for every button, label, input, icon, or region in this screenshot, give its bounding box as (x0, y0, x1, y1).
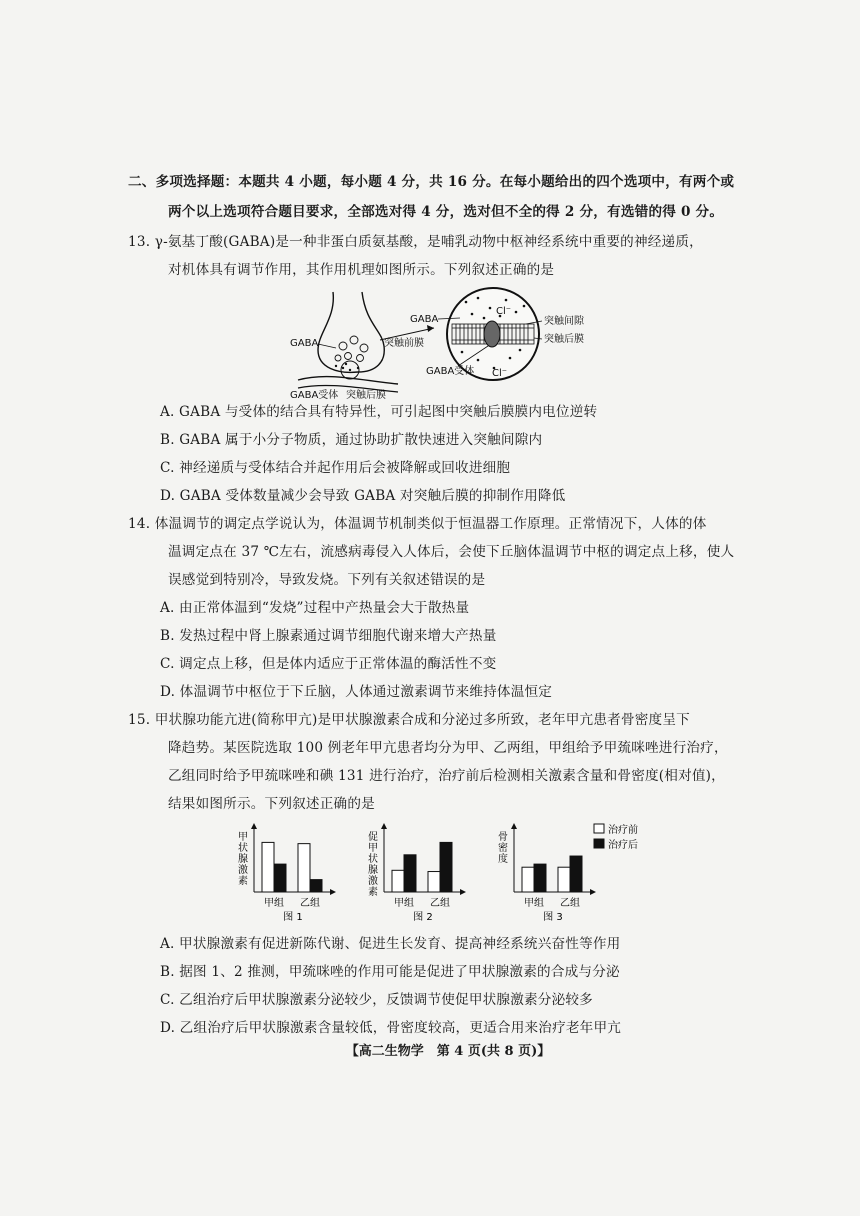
label-receptor-left: GABA受体 (290, 390, 339, 401)
chart1-bar-before-1 (262, 842, 274, 892)
q14-stem-line3: 误感觉到特别冷，导致发烧。下列有关叙述错误的是 (168, 572, 486, 588)
label-postsynaptic-zoom: 突触后膜 (544, 334, 584, 345)
chart1-bar-before-2 (298, 844, 310, 892)
chart3-ylabel-char: 骨 (498, 832, 508, 843)
chart3-bar-after-1 (534, 864, 546, 892)
q13-option-c: C. 神经递质与受体结合并起作用后会被降解或回收进细胞 (160, 460, 511, 476)
label-cl-top: Cl⁻ (496, 306, 512, 317)
q15-stem-line1: 15. 甲状腺功能亢进(简称甲亢)是甲状腺激素合成和分泌过多所致，老年甲亢患者骨密度呈下 (128, 712, 690, 728)
chart2-ylabel-char: 素 (368, 887, 378, 898)
label-cl-bottom: Cl⁻ (492, 368, 508, 379)
page-footer: 【高二生物学 第 4 页(共 8 页)】 (345, 1044, 551, 1059)
q14-stem-line1: 14. 体温调节的调定点学说认为，体温调节机制类似于恒温器工作原理。正常情况下，人体的体 (128, 516, 707, 532)
chart2-ylabel-char: 甲 (368, 843, 378, 854)
chart1-x-tick-label: 乙组 (300, 898, 320, 909)
chart3-y-arrow (511, 823, 517, 829)
chart1-bar-after-2 (310, 880, 322, 892)
chart2-ylabel-char: 腺 (368, 865, 378, 876)
q15-stem-line3: 乙组同时给予甲巯咪唑和碘 131 进行治疗，治疗前后检测相关激素含量和骨密度(相对值)， (168, 768, 725, 784)
label-cleft: 突触间隙 (544, 316, 584, 327)
chart1-x-tick-label: 甲组 (264, 898, 284, 909)
q14-option-a: A. 由正常体温到“发烧”过程中产热量会大于散热量 (160, 600, 470, 616)
chart1-bar-after-1 (274, 864, 286, 892)
legend-swatch-after (594, 839, 604, 848)
q13-stem-line2: 对机体具有调节作用，其作用机理如图所示。下列叙述正确的是 (168, 262, 555, 278)
chart3-x-tick-label: 乙组 (560, 898, 580, 909)
chart2-x-arrow (460, 889, 466, 895)
q15-option-d: D. 乙组治疗后甲状腺激素含量较低，骨密度较高，更适合用来治疗老年甲亢 (160, 1020, 622, 1036)
q13-option-d: D. GABA 受体数量减少会导致 GABA 对突触后膜的抑制作用降低 (160, 488, 566, 504)
legend-label-before: 治疗前 (608, 825, 638, 836)
gaba-receptor-channel (484, 321, 500, 347)
axon-terminal (318, 292, 384, 372)
chart2-bar-before-1 (392, 870, 404, 892)
gaba-dots (335, 363, 359, 371)
chart1-ylabel-char: 状 (238, 843, 248, 854)
label-gaba-zoom: GABA (410, 314, 439, 325)
q15-option-c: C. 乙组治疗后甲状腺激素分泌较少，反馈调节使促甲状腺激素分泌较多 (160, 992, 593, 1008)
chart3-bar-before-1 (522, 867, 534, 892)
legend-swatch-before (594, 824, 604, 833)
q15-stem-line2: 降趋势。某医院选取 100 例老年甲亢患者均分为甲、乙两组，甲组给予甲巯咪唑进行治疗， (168, 740, 728, 756)
chart3-x-tick-label: 甲组 (524, 898, 544, 909)
q14-option-c: C. 调定点上移，但是体内适应于正常体温的酶活性不变 (160, 656, 497, 672)
chart1-ylabel-char: 腺 (238, 854, 248, 865)
label-presynaptic: 突触前膜 (384, 338, 424, 349)
chart3-x-arrow (590, 889, 596, 895)
chart3-bar-after-2 (570, 856, 582, 892)
chart2-ylabel-char: 状 (368, 854, 378, 865)
chart2-ylabel-char: 促 (368, 832, 378, 843)
chart1-ylabel-char: 激 (238, 865, 248, 876)
chart1-x-arrow (330, 889, 336, 895)
chart1-title: 图 1 (283, 912, 303, 923)
chart2-bar-before-2 (428, 872, 440, 892)
section-heading-line2: 两个以上选项符合题目要求，全部选对得 4 分，选对但不全的得 2 分，有选错的得 0 分。 (168, 204, 724, 220)
label-gaba-left: GABA (290, 338, 319, 349)
chart2-bar-after-2 (440, 842, 452, 892)
q14-option-d: D. 体温调节中枢位于下丘脑，人体通过激素调节来维持体温恒定 (160, 684, 553, 700)
chart3-ylabel-char: 密 (498, 843, 508, 854)
q13-option-a: A. GABA 与受体的结合具有特异性，可引起图中突触后膜膜内电位逆转 (160, 404, 598, 420)
chart3-ylabel-char: 度 (498, 854, 508, 865)
hormone-bar-charts (228, 822, 668, 932)
q14-option-b: B. 发热过程中肾上腺素通过调节细胞代谢来增大产热量 (160, 628, 497, 644)
label-receptor-zoom: GABA受体 (426, 366, 475, 377)
legend-label-after: 治疗后 (608, 840, 638, 851)
postsynaptic-membrane-curve (298, 377, 398, 384)
chart2-ylabel-char: 激 (368, 876, 378, 887)
q14-stem-line2: 温调定点在 37 ℃左右，流感病毒侵入人体后，会使下丘脑体温调节中枢的调定点上移，使人 (168, 544, 735, 560)
q13-option-b: B. GABA 属于小分子物质，通过协助扩散快速进入突触间隙内 (160, 432, 543, 448)
chart1-ylabel-char: 素 (238, 876, 248, 887)
label-postsynaptic-left: 突触后膜 (346, 390, 386, 401)
chart2-x-tick-label: 甲组 (394, 898, 414, 909)
section-heading-line1: 二、多项选择题：本题共 4 小题，每小题 4 分，共 16 分。在每小题给出的四个选项中，有两个或 (128, 174, 735, 190)
exam-page (128, 150, 768, 1110)
chart1-ylabel-char: 甲 (238, 832, 248, 843)
chart2-title: 图 2 (413, 912, 433, 923)
q13-stem-line1: 13. γ-氨基丁酸(GABA)是一种非蛋白质氨基酸，是哺乳动物中枢神经系统中重要的神经递质， (128, 234, 703, 250)
vesicles (335, 336, 368, 362)
chart3-title: 图 3 (543, 912, 563, 923)
q15-option-a: A. 甲状腺激素有促进新陈代谢、促进生长发育、提高神经系统兴奋性等作用 (160, 936, 621, 952)
chart1-y-arrow (251, 823, 257, 829)
synapse-diagram (288, 288, 588, 400)
chart2-bar-after-1 (404, 855, 416, 892)
chart2-x-tick-label: 乙组 (430, 898, 450, 909)
q15-option-b: B. 据图 1、2 推测，甲巯咪唑的作用可能是促进了甲状腺激素的合成与分泌 (160, 964, 620, 980)
q15-stem-line4: 结果如图所示。下列叙述正确的是 (168, 796, 375, 812)
chart3-bar-before-2 (558, 867, 570, 892)
chart2-y-arrow (381, 823, 387, 829)
